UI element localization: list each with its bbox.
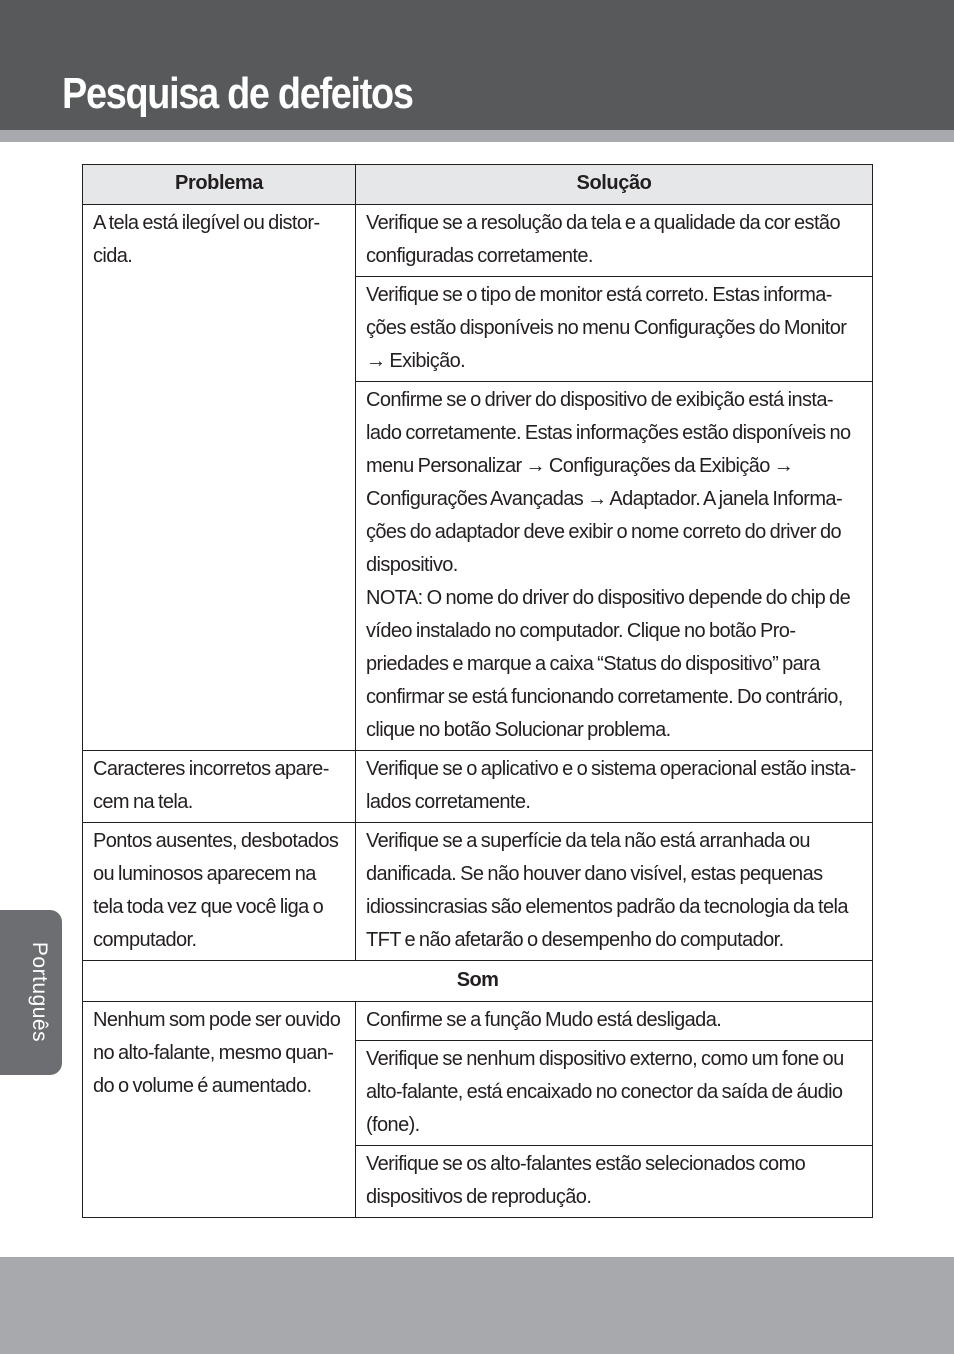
problem-cell-pixels: Pontos ausentes, desbotados ou luminosos aparecem na tela toda vez que você liga o computador.: [83, 823, 356, 961]
solution-note: NOTA: O nome do driver do dispositivo depende do chip de vídeo instalado no computador. Clique no botão Pro-priedades e marque a caixa “Status do dispositivo” para confirmar se está funcionando corretamente. Do contrário, clique no botão Solucionar problema.: [366, 587, 851, 741]
section-row-sound: [83, 961, 873, 1002]
language-side-tab-label: Português: [28, 941, 51, 1043]
table-row: [83, 823, 873, 961]
troubleshooting-table: [82, 164, 873, 1218]
table-row: [83, 205, 873, 277]
problem-cell-sound: Nenhum som pode ser ouvido no alto-falante, mesmo quan-do o volume é aumentado.: [83, 1002, 356, 1218]
problem-cell-display: A tela está ilegível ou distor-cida.: [83, 205, 356, 751]
solution-cell: Verifique se o tipo de monitor está correto. Estas informa-ções estão disponíveis no menu Configurações do Monitor → Exibição.: [356, 277, 873, 382]
solution-cell: Verifique se a resolução da tela e a qualidade da cor estão configuradas corretamente.: [356, 205, 873, 277]
solution-cell: Verifique se os alto-falantes estão selecionados como dispositivos de reprodução.: [356, 1146, 873, 1218]
problem-cell-characters: Caracteres incorretos apare-cem na tela.: [83, 751, 356, 823]
header-stripe: [0, 130, 954, 142]
table-row: [83, 1002, 873, 1041]
section-title-sound: Som: [83, 961, 873, 1002]
page-title: Pesquisa de defeitos: [62, 69, 413, 118]
solution-cell: Verifique se o aplicativo e o sistema operacional estão insta-lados corretamente.: [356, 751, 873, 823]
solution-cell-multi: [356, 382, 873, 751]
table-row: [83, 751, 873, 823]
solution-cell: Confirme se a função Mudo está desligada.: [356, 1002, 873, 1041]
footer-band: [0, 1257, 954, 1354]
column-header-solution: Solução: [356, 165, 873, 205]
solution-paragraph: Confirme se o driver do dispositivo de exibição está insta-lado corretamente. Estas informações estão disponíveis no menu Personalizar → Configurações da Exibição → Configurações Avançadas → Adaptador. A janela Informa-ções do adaptador deve exibir o nome correto do driver do dispositivo.: [366, 389, 851, 576]
solution-cell: Verifique se a superfície da tela não está arranhada ou danificada. Se não houver dano visível, estas pequenas idiossincrasias são elementos padrão da tecnologia da tela TFT e não afetarão o desempenho do computador.: [356, 823, 873, 961]
table-header-row: [83, 165, 873, 205]
column-header-problem: Problema: [83, 165, 356, 205]
solution-cell: Verifique se nenhum dispositivo externo, como um fone ou alto-falante, está encaixado no conector da saída de áudio (fone).: [356, 1041, 873, 1146]
